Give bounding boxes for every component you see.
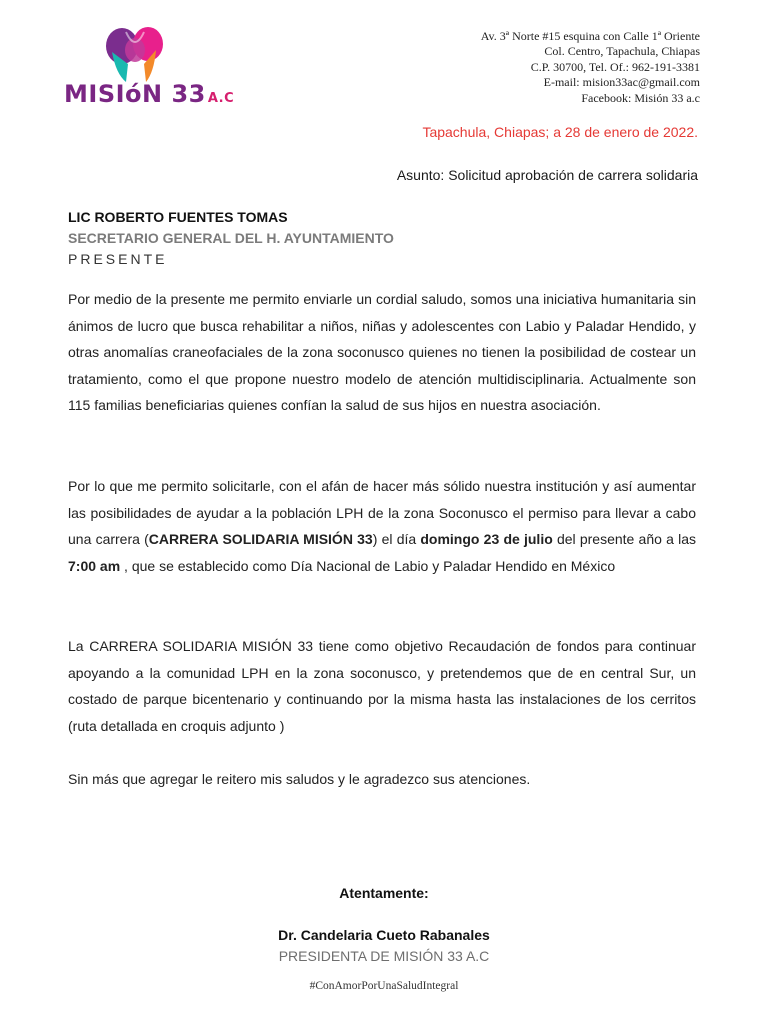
address-email: E-mail: mision33ac@gmail.com bbox=[543, 75, 700, 90]
logo-name: MISIóN 33 bbox=[64, 80, 206, 108]
mision33-logo bbox=[62, 24, 235, 114]
recipient-block bbox=[68, 207, 394, 270]
address-line: C.P. 30700, Tel. Of.: 962-191-3381 bbox=[530, 59, 700, 74]
address-line: Col. Centro, Tapachula, Chiapas bbox=[544, 44, 700, 59]
address-facebook: Facebook: Misión 33 a.c bbox=[581, 90, 700, 105]
closing-salutation: Atentamente: bbox=[339, 885, 429, 901]
body-paragraph-1: Por medio de la presente me permito enviarle un cordial saludo, somos una iniciativa humanitaria sin ánimos de lucro que busca rehabilitar a niños, niñas y adolescentes con Labio y Paladar Hendido, y otras anomalías craneofaciales de la zona soconusco quienes no tienen la posibilidad de costear un tratamiento, como el que propone nuestro modelo de atención multidisciplinaria. Actualmente son 115 familias beneficiarias quienes confían la salud de sus hijos en nuestra asociación. bbox=[68, 291, 696, 413]
p2-race-name: CARRERA SOLIDARIA MISIÓN 33 bbox=[148, 531, 373, 547]
body-paragraph-3: La CARRERA SOLIDARIA MISIÓN 33 tiene como objetivo Recaudación de fondos para continuar apoyando a la comunidad LPH en la zona soconusco, y pretendemos que de en central Sur, un costado de parque bicentenario y continuando por la misma hasta las instalaciones de los cerritos (ruta detallada en croquis adjunto ) bbox=[68, 638, 696, 734]
p2-race-time: 7:00 am bbox=[68, 557, 121, 574]
letterhead-address bbox=[481, 29, 700, 106]
body-paragraph-2 bbox=[68, 473, 696, 579]
footer-hashtag: #ConAmorPorUnaSaludIntegral bbox=[309, 980, 459, 992]
body-paragraph-4: Sin más que agregar le reitero mis saludos y le agradezco sus atenciones. bbox=[68, 771, 531, 787]
p2-race-date: domingo 23 de julio bbox=[420, 531, 553, 547]
subject-line: Asunto: Solicitud aprobación de carrera solidaria bbox=[396, 167, 698, 183]
signer-title: PRESIDENTA DE MISIÓN 33 A.C bbox=[278, 948, 490, 964]
p2-text-4: , que se establecido como Día Nacional de Labio y Paladar Hendido en México bbox=[120, 557, 616, 574]
logo-wordmark bbox=[64, 80, 234, 108]
recipient-title: SECRETARIO GENERAL DEL H. AYUNTAMIENTO bbox=[68, 230, 394, 246]
p2-text-3: del presente año a las bbox=[552, 531, 696, 547]
recipient-presente: PRESENTE bbox=[68, 251, 168, 267]
date-line: Tapachula, Chiapas; a 28 de enero de 2022. bbox=[422, 124, 698, 140]
logo-suffix: A.C bbox=[207, 91, 235, 106]
p2-text-2: ) el día bbox=[372, 531, 421, 547]
signer-name: Dr. Candelaria Cueto Rabanales bbox=[278, 927, 490, 943]
recipient-name: LIC ROBERTO FUENTES TOMAS bbox=[68, 209, 288, 225]
m-logo-icon bbox=[102, 24, 170, 84]
p2-text-1: Por lo que me permito solicitarle, con el afán de hacer más sólido nuestra institución y así aumentar las posibilidades de ayudar a la población LPH de la zona Soconusco el permiso para llevar a cabo una carrera ( bbox=[68, 478, 696, 547]
address-line: Av. 3ª Norte #15 esquina con Calle 1ª Oriente bbox=[480, 29, 700, 43]
